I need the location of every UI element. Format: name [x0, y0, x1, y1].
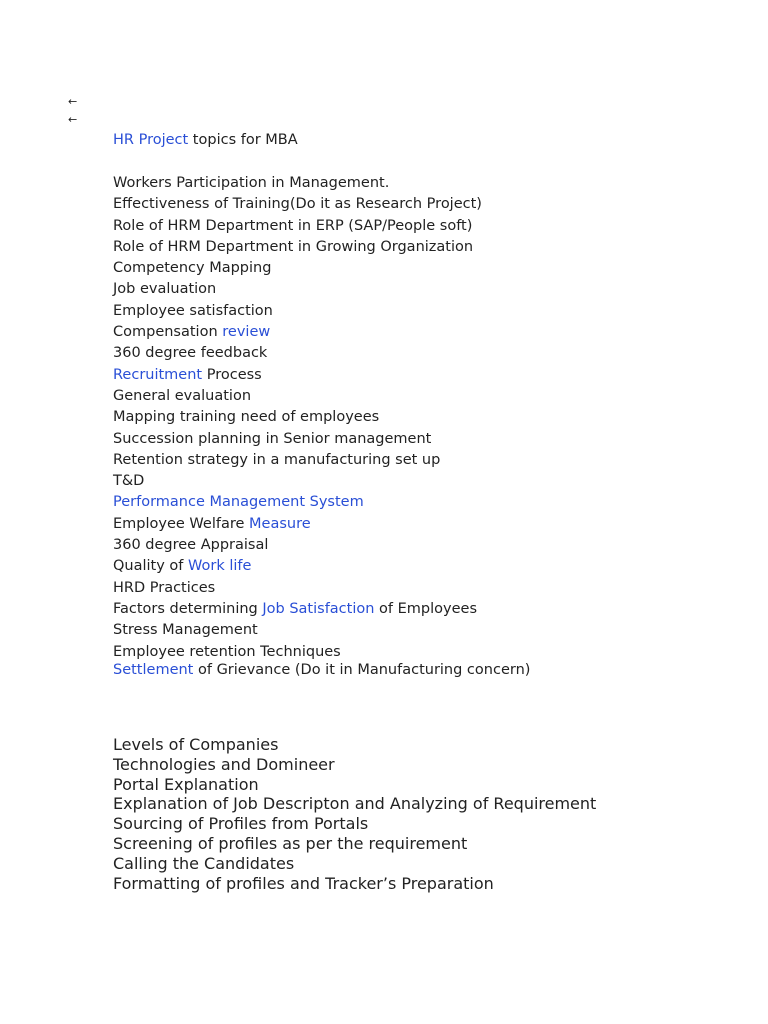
topic-item	[113, 408, 530, 429]
topic-text: Factors determining	[113, 600, 263, 617]
step-item: Formatting of profiles and Tracker’s Preparation	[113, 873, 494, 893]
topic-text: 360 degree feedback	[113, 345, 268, 362]
topic-text: Workers Participation in Management.	[113, 175, 390, 191]
topic-link[interactable]: Measure	[249, 515, 311, 532]
topic-item	[113, 472, 530, 493]
topic-text: Compensation	[113, 324, 223, 341]
step-item: Technologies and Domineer	[113, 754, 335, 774]
topic-item	[113, 536, 530, 557]
topic-link[interactable]: Settlement	[113, 661, 194, 678]
step-item: Explanation of Job Descripton and Analyzing of Requirement	[113, 794, 597, 814]
topic-item	[113, 174, 530, 195]
topic-text: Quality of	[113, 558, 189, 575]
topic-item	[113, 302, 530, 323]
topic-item	[113, 661, 530, 679]
step-item: Portal Explanation	[113, 774, 259, 794]
topic-text: Competency Mapping	[113, 260, 272, 277]
topic-item	[113, 195, 530, 216]
topics-list	[113, 174, 530, 679]
topic-item	[113, 557, 530, 578]
back-arrow-icon[interactable]: ←	[68, 95, 78, 108]
topic-text: of Grievance (Do it in Manufacturing concern)	[193, 661, 531, 678]
topic-item	[113, 387, 530, 408]
topic-item	[113, 579, 530, 600]
topic-text: Stress Management	[113, 622, 258, 639]
topic-item	[113, 451, 530, 472]
topic-text: Role of HRM Department in ERP (SAP/People soft)	[113, 217, 473, 234]
step-item: Levels of Companies	[113, 735, 279, 754]
steps-list	[113, 735, 596, 893]
topic-item	[113, 323, 530, 344]
topic-item	[113, 643, 530, 661]
page-title	[113, 131, 298, 149]
topic-text: Succession planning in Senior management	[113, 430, 432, 447]
topic-item	[113, 344, 530, 365]
topic-text: Employee satisfaction	[113, 302, 273, 319]
topic-link[interactable]: Job Satisfaction	[262, 600, 375, 617]
topic-item	[113, 217, 530, 238]
topic-text: HRD Practices	[113, 579, 216, 596]
topic-text: Effectiveness of Training(Do it as Research Project)	[113, 196, 482, 213]
topic-text: Retention strategy in a manufacturing set up	[113, 451, 441, 468]
topic-item	[113, 515, 530, 536]
topic-text: Role of HRM Department in Growing Organization	[113, 238, 474, 255]
topic-item	[113, 493, 530, 514]
topic-item	[113, 259, 530, 280]
back-arrow-icon[interactable]: ←	[68, 113, 78, 126]
topic-link[interactable]: Recruitment	[113, 366, 203, 383]
topic-text: 360 degree Appraisal	[113, 537, 269, 554]
topic-link[interactable]: Work life	[188, 558, 252, 575]
topic-text: General evaluation	[113, 387, 252, 404]
step-item: Sourcing of Profiles from Portals	[113, 814, 369, 834]
step-item: Calling the Candidates	[113, 853, 295, 873]
topic-text: Process	[202, 366, 262, 383]
topic-link[interactable]: review	[222, 324, 271, 341]
title-text: topics for MBA	[188, 132, 298, 148]
topic-item	[113, 280, 530, 301]
topic-text: Employee Welfare	[113, 515, 250, 532]
step-item: Screening of profiles as per the requirement	[113, 833, 468, 853]
topic-item	[113, 366, 530, 387]
topic-item	[113, 600, 530, 621]
topic-text: of Employees	[374, 600, 477, 617]
topic-item	[113, 430, 530, 451]
topic-text: Job evaluation	[113, 281, 217, 298]
title-link[interactable]: HR Project	[113, 132, 189, 148]
topic-text: T&D	[113, 473, 145, 490]
topic-item	[113, 238, 530, 259]
topic-item	[113, 621, 530, 642]
topic-text: Employee retention Techniques	[113, 643, 341, 660]
topic-text: Mapping training need of employees	[113, 409, 380, 426]
topic-link[interactable]: Performance Management System	[113, 494, 364, 511]
